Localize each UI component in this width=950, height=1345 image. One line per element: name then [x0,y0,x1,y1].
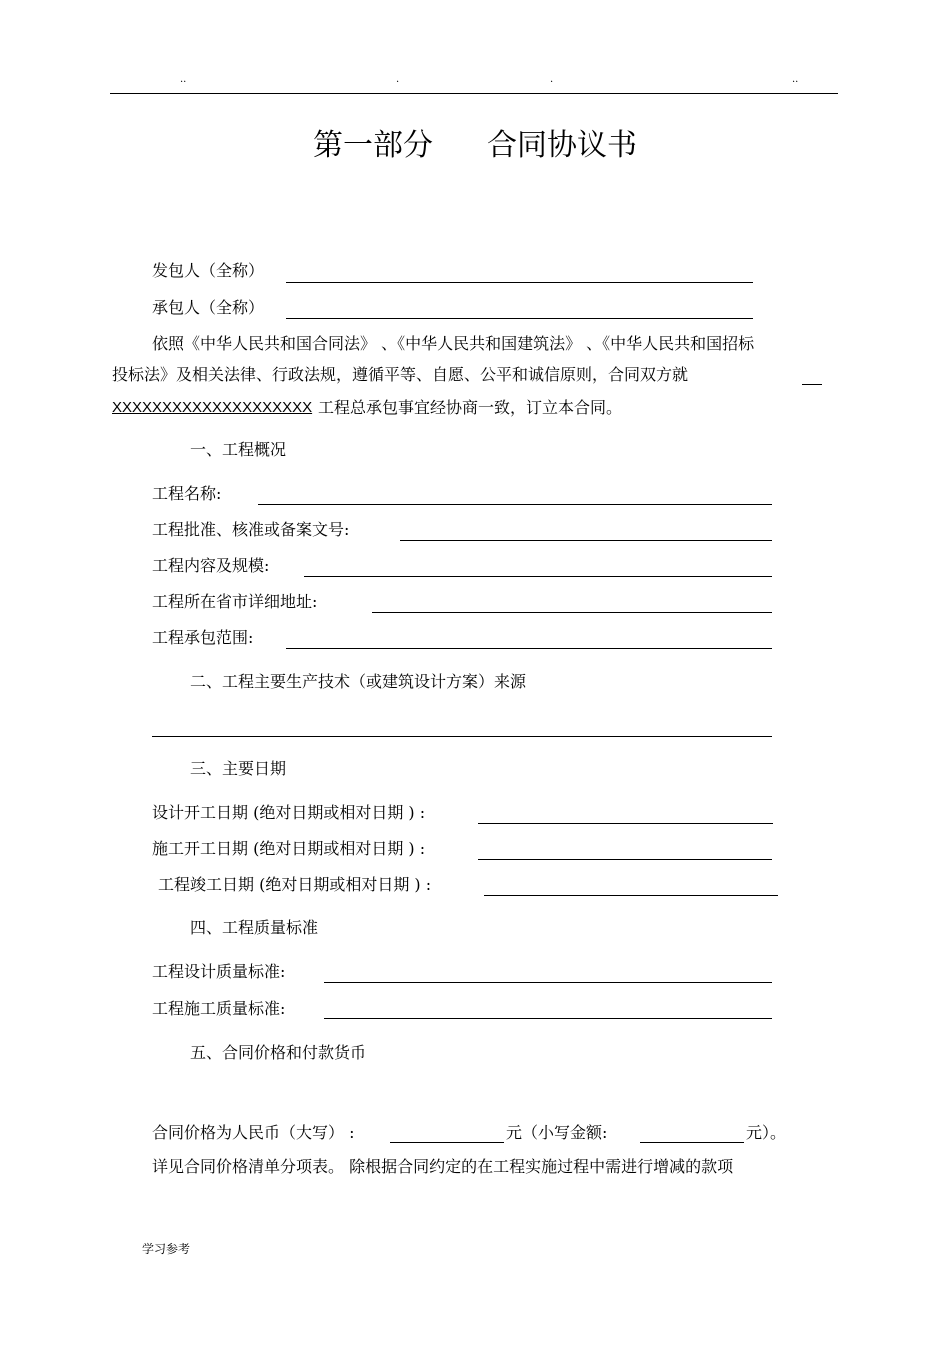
header-mark: .. [180,74,187,85]
price-prefix: 合同价格为人民币（大写） : [152,1123,355,1142]
field-label: 工程施工质量标准: [152,999,286,1018]
footer-text: 学习参考 [142,1242,191,1256]
intro-line-3: 工程总承包事宜经协商一致，订立本合同。 [318,398,623,417]
field-label: 工程承包范围: [152,628,254,647]
employer-field[interactable] [286,282,753,283]
project-name-placeholder: XXXXXXXXXXXXXXXXXXXX [112,399,313,416]
contractor-field[interactable] [286,318,753,319]
section-2-heading: 二、工程主要生产技术（或建筑设计方案）来源 [190,672,527,691]
intro-blank [802,384,822,385]
title-name: 合同协议书 [487,128,637,163]
field-line[interactable] [304,576,772,577]
field-line[interactable] [258,504,772,505]
field-label: 施工开工日期 (绝对日期或相对日期 ) : [152,839,426,858]
title-part: 第一部分 [313,128,433,163]
employer-label: 发包人（全称） [152,261,265,280]
field-line[interactable] [478,823,773,824]
price-figures-field[interactable] [640,1142,744,1143]
field-label: 工程设计质量标准: [152,962,286,981]
field-line[interactable] [372,612,772,613]
field-label: 工程竣工日期 (绝对日期或相对日期 ) : [158,875,432,894]
section-3-heading: 三、主要日期 [190,759,287,778]
price-suffix: 元）。 [746,1123,787,1142]
field-label: 设计开工日期 (绝对日期或相对日期 ) : [152,803,426,822]
field-line[interactable] [400,540,772,541]
intro-line-2: 投标法》及相关法律、行政法规，遵循平等、自愿、公平和诚信原则，合同双方就 [112,365,689,384]
header-mark: .. [792,74,799,85]
field-line[interactable] [484,895,778,896]
section-5-heading: 五、合同价格和付款货币 [190,1043,367,1062]
section-1-heading: 一、工程概况 [190,440,287,459]
intro-line-1: 依照《中华人民共和国合同法》 、《中华人民共和国建筑法》 、《中华人民共和国招标 [152,334,755,353]
field-line[interactable] [324,982,772,983]
contractor-label: 承包人（全称） [152,298,265,317]
field-label: 工程所在省市详细地址: [152,592,318,611]
field-label: 工程内容及规模: [152,556,270,575]
page-title [0,120,950,164]
header-mark: . [396,74,400,85]
section-4-heading: 四、工程质量标准 [190,918,319,937]
field-line[interactable] [324,1018,772,1019]
price-words-field[interactable] [390,1142,504,1143]
field-line[interactable] [152,736,772,737]
header-mark: . [550,74,554,85]
field-line[interactable] [286,648,772,649]
field-label: 工程名称: [152,484,222,503]
header-rule [110,93,838,94]
price-mid: 元（小写金额: [506,1123,608,1142]
field-label: 工程批准、核准或备案文号: [152,520,350,539]
field-line[interactable] [478,859,772,860]
price-detail: 详见合同价格清单分项表。 除根据合同约定的在工程实施过程中需进行增减的款项 [152,1157,734,1176]
